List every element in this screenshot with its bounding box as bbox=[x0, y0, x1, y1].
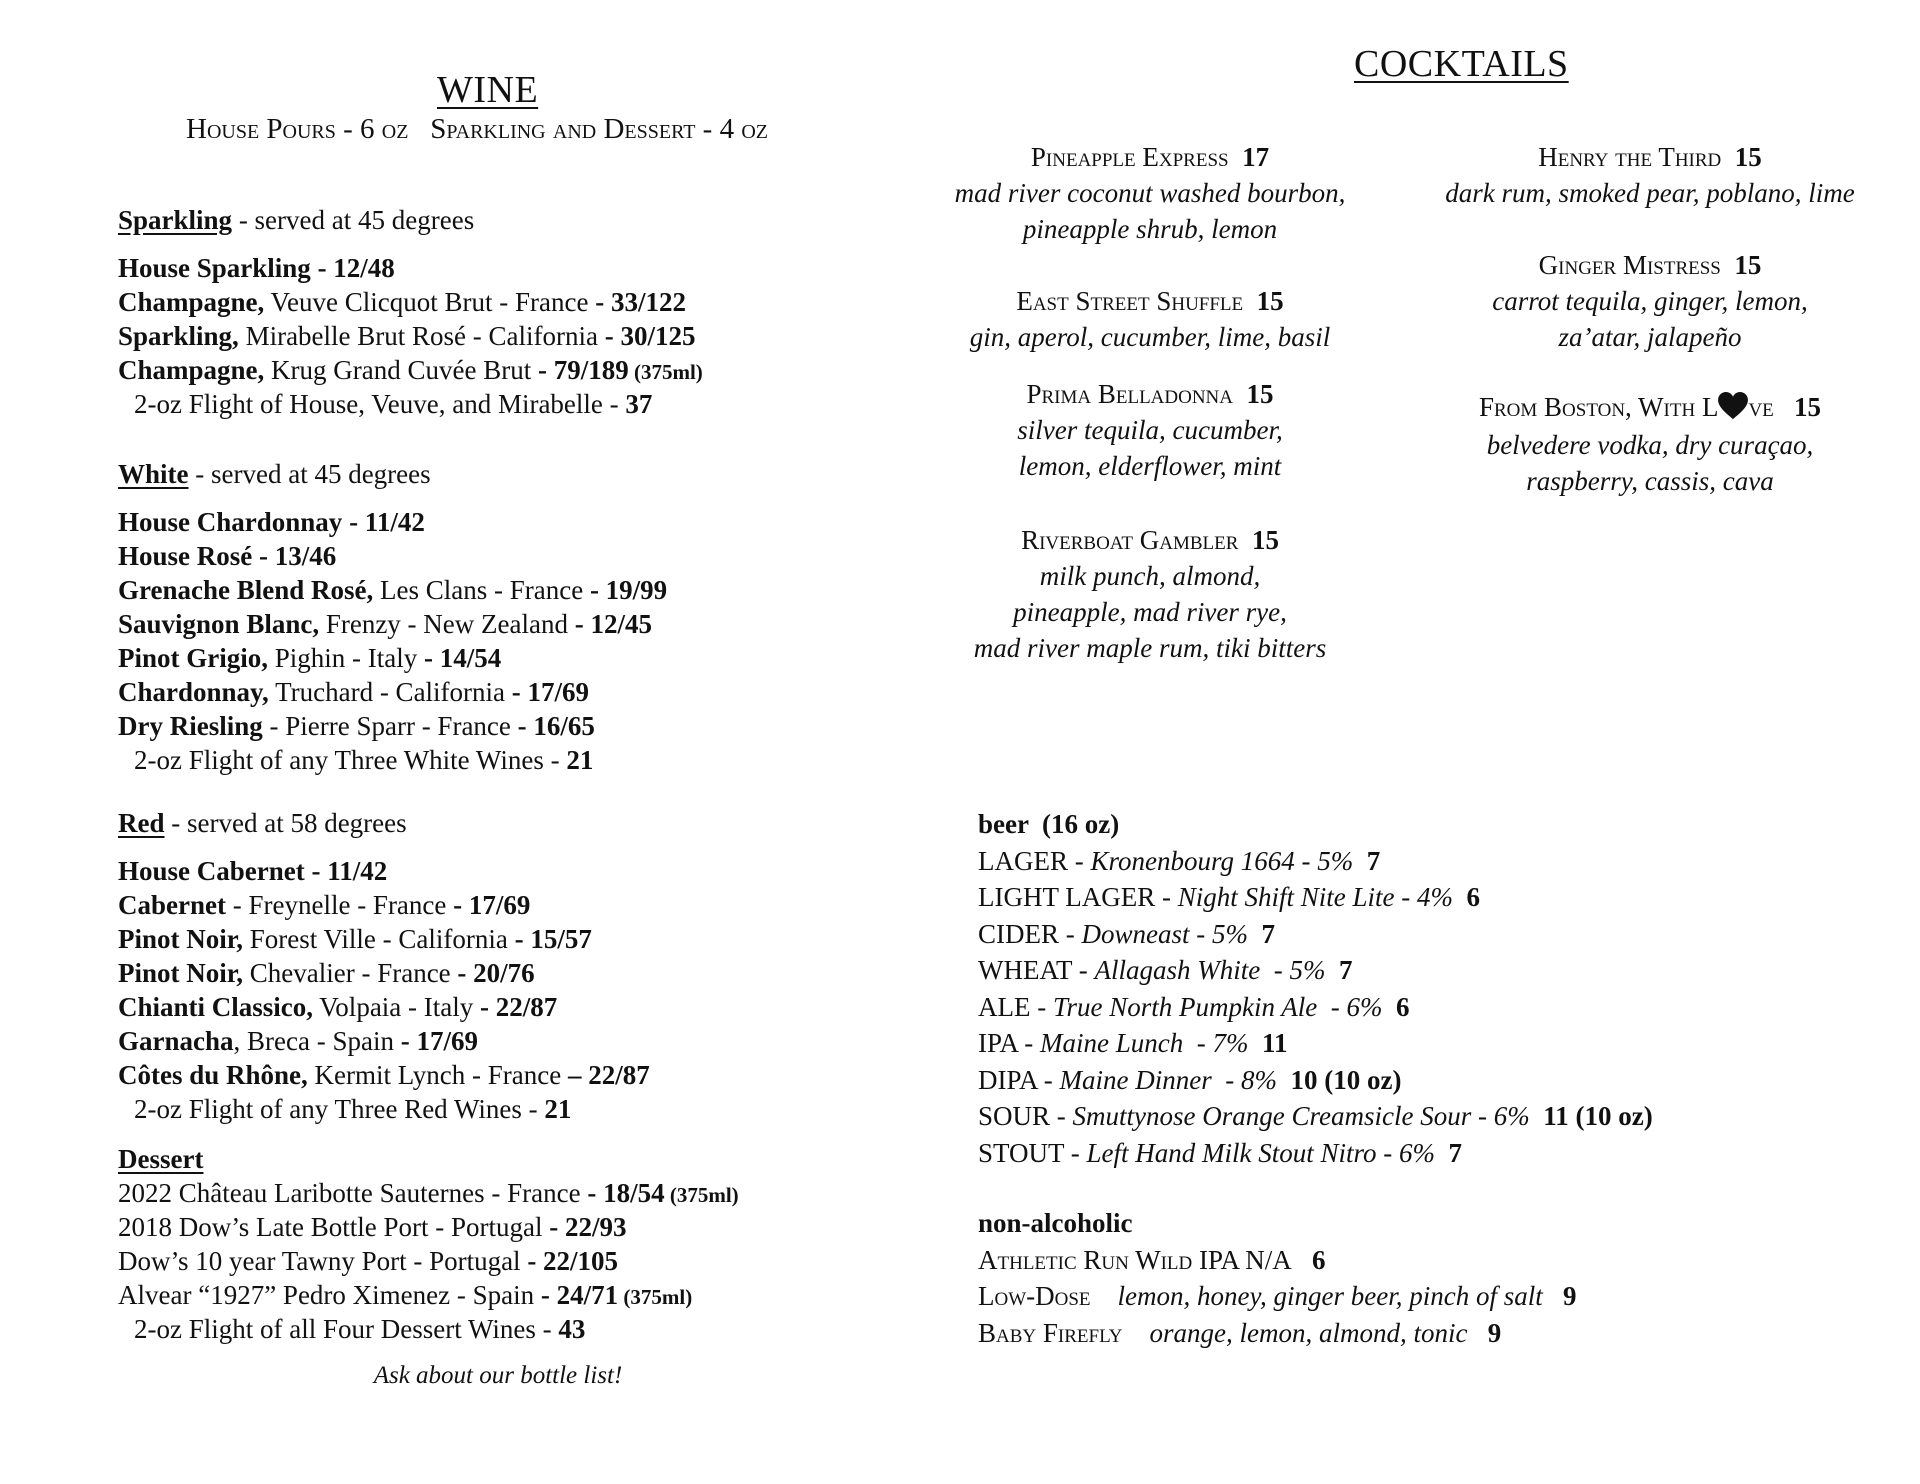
wine-item: Dow’s 10 year Tawny Port - Portugal - 22/105 bbox=[118, 1246, 619, 1276]
wine-item: Sauvignon Blanc, Frenzy - New Zealand - 12/45 bbox=[118, 609, 652, 639]
wine-item: House Chardonnay - 11/42 bbox=[118, 507, 425, 537]
red-temp: - served at 58 degrees bbox=[164, 808, 407, 838]
red-heading: Red bbox=[118, 808, 165, 838]
beer-item: LAGER - Kronenbourg 1664 - 5% 7 bbox=[978, 845, 1381, 876]
wine-item: Champagne, Veuve Clicquot Brut - France - 33/122 bbox=[118, 287, 686, 317]
sparkling-flight: 2-oz Flight of House, Veuve, and Mirabelle - 37 bbox=[134, 389, 653, 419]
wine-item: Garnacha, Breca - Spain - 17/69 bbox=[118, 1026, 478, 1056]
wine-item: Alvear “1927” Pedro Ximenez - Spain - 24/71 (375ml) bbox=[118, 1280, 693, 1310]
cocktail-prima-belladonna: Prima Belladonna 15 silver tequila, cucumber, lemon, elderflower, mint bbox=[1017, 379, 1283, 481]
cocktail-henry-the-third: Henry the Third 15 dark rum, smoked pear, poblano, lime bbox=[1445, 142, 1855, 208]
white-flight: 2-oz Flight of any Three White Wines - 21 bbox=[134, 745, 594, 775]
wine-item: Pinot Noir, Forest Ville - California - 15/57 bbox=[118, 924, 592, 954]
wine-item: Dry Riesling - Pierre Sparr - France - 16/65 bbox=[118, 711, 595, 741]
red-flight: 2-oz Flight of any Three Red Wines - 21 bbox=[134, 1094, 572, 1124]
wine-item: Pinot Grigio, Pighin - Italy - 14/54 bbox=[118, 643, 502, 673]
wine-item: 2022 Château Laribotte Sauternes - France - 18/54 (375ml) bbox=[118, 1178, 739, 1208]
sparkling-temp: - served at 45 degrees bbox=[232, 205, 475, 235]
wine-item: Pinot Noir, Chevalier - France - 20/76 bbox=[118, 958, 535, 988]
beer-item: LIGHT LAGER - Night Shift Nite Lite - 4% 6 bbox=[978, 882, 1480, 912]
non-alcoholic-section bbox=[978, 1205, 1878, 1351]
cocktail-riverboat-gambler: Riverboat Gambler 15 milk punch, almond, pineapple, mad river rye, mad river maple rum, tiki bitters bbox=[973, 525, 1327, 663]
wine-title: WINE bbox=[437, 69, 539, 111]
sparkling-heading-line bbox=[118, 203, 838, 251]
dessert-heading: Dessert bbox=[118, 1144, 204, 1174]
white-heading: White bbox=[118, 459, 189, 489]
beer-item: SOUR - Smuttynose Orange Creamsicle Sour - 6% 11 (10 oz) bbox=[978, 1101, 1653, 1131]
white-heading-line bbox=[118, 457, 838, 505]
sparkling-heading: Sparkling bbox=[118, 205, 233, 235]
red-section bbox=[118, 806, 838, 1126]
dessert-section bbox=[118, 1142, 838, 1346]
wine-item: Chianti Classico, Volpaia - Italy - 22/87 bbox=[118, 992, 558, 1022]
white-section bbox=[118, 457, 838, 777]
wine-item: Grenache Blend Rosé, Les Clans - France - 19/99 bbox=[118, 575, 668, 605]
beer-section bbox=[978, 806, 1878, 1171]
wine-item: Sparkling, Mirabelle Brut Rosé - California - 30/125 bbox=[118, 321, 696, 351]
beer-item: CIDER - Downeast - 5% 7 bbox=[978, 918, 1275, 949]
white-temp: - served at 45 degrees bbox=[188, 459, 431, 489]
non-alcoholic-heading: non-alcoholic bbox=[978, 1208, 1133, 1238]
cocktail-from-boston-with-love: From Boston, With L ve 15 belvedere vodka, dry curaçao, raspberry, cassis, cava bbox=[1478, 392, 1822, 496]
sparkling-section bbox=[118, 203, 838, 421]
beer-item: IPA - Maine Lunch - 7% 11 bbox=[978, 1028, 1288, 1058]
heart-icon bbox=[1718, 392, 1748, 420]
na-item: Athletic Run Wild IPA N/A 6 bbox=[978, 1244, 1326, 1275]
wine-item: 2018 Dow’s Late Bottle Port - Portugal - 22/93 bbox=[118, 1212, 627, 1242]
bottle-list-note: Ask about our bottle list! bbox=[373, 1362, 623, 1389]
beer-item: ALE - True North Pumpkin Ale - 6% 6 bbox=[978, 991, 1410, 1022]
wine-item: Cabernet - Freynelle - France - 17/69 bbox=[118, 890, 531, 920]
na-item: Baby Firefly orange, lemon, almond, tonic 9 bbox=[978, 1317, 1502, 1348]
wine-item: House Sparkling - 12/48 bbox=[118, 253, 395, 283]
dessert-flight: 2-oz Flight of all Four Dessert Wines - 43 bbox=[134, 1314, 586, 1344]
beer-item: WHEAT - Allagash White - 5% 7 bbox=[978, 955, 1353, 985]
cocktail-ginger-mistress: Ginger Mistress 15 carrot tequila, ginger, lemon, za’atar, jalapeño bbox=[1492, 250, 1808, 352]
wine-item: Chardonnay, Truchard - California - 17/69 bbox=[118, 677, 590, 707]
wine-item: Champagne, Krug Grand Cuvée Brut - 79/189 (375ml) bbox=[118, 355, 703, 385]
pour-info: House Pours - 6 oz Sparkling and Dessert - 4 oz bbox=[186, 113, 768, 145]
dessert-heading-line bbox=[118, 1142, 838, 1176]
beer-heading: beer (16 oz) bbox=[978, 809, 1120, 839]
cocktail-east-street-shuffle: East Street Shuffle 15 gin, aperol, cucumber, lime, basil bbox=[969, 286, 1331, 352]
beer-item: DIPA - Maine Dinner - 8% 10 (10 oz) bbox=[978, 1064, 1402, 1095]
wine-item: House Cabernet - 11/42 bbox=[118, 856, 388, 886]
red-heading-line bbox=[118, 806, 838, 854]
na-item: Low-Dose lemon, honey, ginger beer, pinch of salt 9 bbox=[978, 1281, 1577, 1311]
cocktails-title: COCKTAILS bbox=[1354, 43, 1569, 85]
wine-item: House Rosé - 13/46 bbox=[118, 541, 337, 571]
beer-item: STOUT - Left Hand Milk Stout Nitro - 6% 7 bbox=[978, 1137, 1462, 1168]
wine-item: Côtes du Rhône, Kermit Lynch - France – 22/87 bbox=[118, 1060, 650, 1090]
cocktail-pineapple-express: Pineapple Express 17 mad river coconut washed bourbon, pineapple shrub, lemon bbox=[954, 142, 1346, 244]
